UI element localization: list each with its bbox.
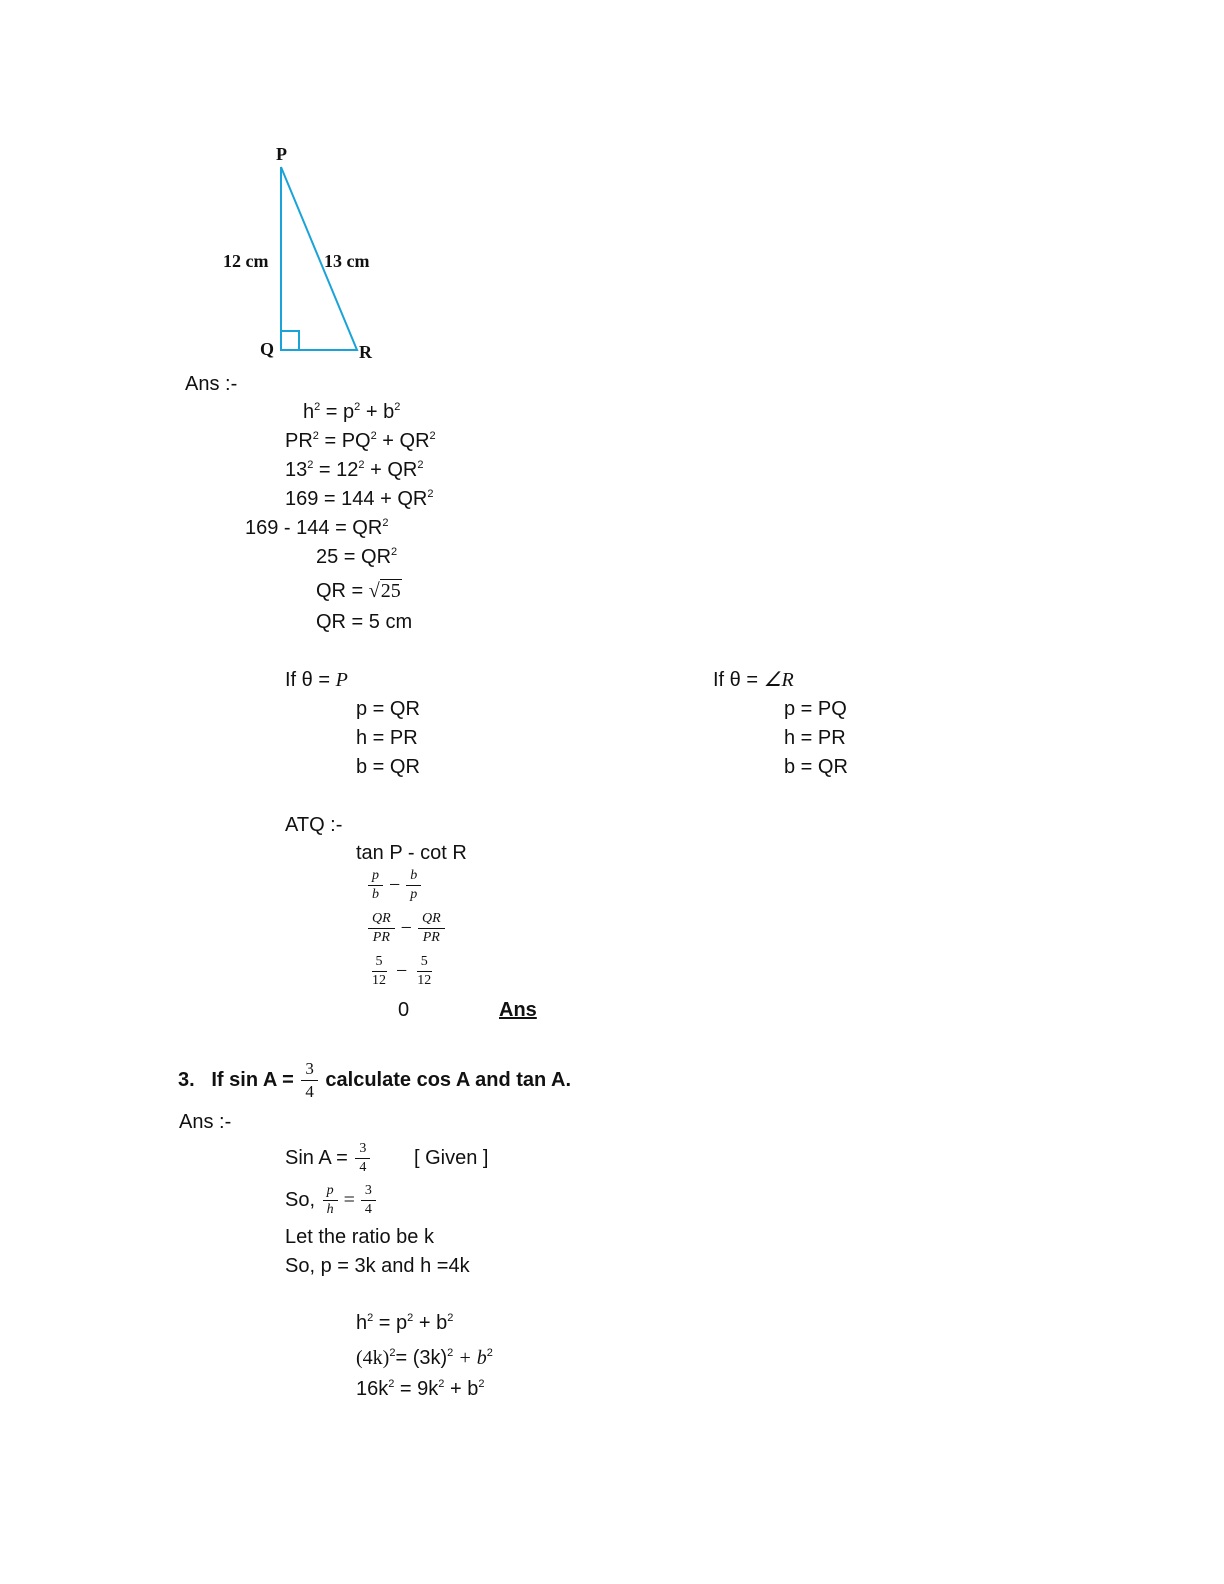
- atq-expression: tan P - cot R: [356, 842, 467, 864]
- vertex-p-label: P: [276, 144, 287, 164]
- sqrt-symbol: √25: [368, 580, 401, 602]
- fraction: $\frac{3}{4}$: [301, 1059, 318, 1102]
- side-pr-label: 13 cm: [324, 251, 370, 271]
- fraction-row-symbols: $\frac{p}{b}$ − $\frac{b}{p}$: [366, 868, 423, 903]
- step-pythagoras: $h^2 = p^2 + b^2$: [303, 401, 401, 423]
- case-r-line-2: h = PR: [784, 727, 846, 749]
- case-r-line-1: p = PQ: [784, 698, 847, 720]
- case-p-line-3: b = QR: [356, 756, 420, 778]
- right-angle-marker: [281, 331, 299, 350]
- step-sqrt: QR = √25: [316, 580, 401, 602]
- step-subtract: $169 - 144 = QR^2$: [245, 517, 389, 539]
- fraction: $\frac{QR}{PR}$: [418, 911, 445, 946]
- so-p-over-h: So, $\frac{p}{h}$ = $\frac{3}{4}$: [285, 1182, 378, 1218]
- vertex-r-label: R: [359, 342, 372, 362]
- fraction: $\frac{3}{4}$: [361, 1183, 376, 1218]
- step-sides: $PR^2 = PQ^2 + QR^2$: [285, 430, 436, 452]
- fraction: $\frac{p}{b}$: [368, 868, 383, 903]
- question-number: 3.: [178, 1069, 195, 1091]
- case-p-line-1: p = QR: [356, 698, 420, 720]
- ratio-line: Let the ratio be k: [285, 1226, 434, 1248]
- step-square-values: $169 = 144 + QR^2$: [285, 488, 434, 510]
- ans-marker: Ans: [499, 999, 537, 1021]
- step-substitute: $13^2 = 12^2 + QR^2$: [285, 459, 424, 481]
- fraction: $\frac{p}{h}$: [323, 1183, 338, 1218]
- q3-step-substitute: $(4k)^2= (3k)^2 + b^2$: [356, 1347, 493, 1369]
- ans-label-3: Ans :-: [179, 1111, 232, 1133]
- atq-result: 0: [398, 999, 410, 1021]
- case-p-line-2: h = PR: [356, 727, 418, 749]
- step-qr-squared: $25 = QR^2$: [316, 546, 398, 568]
- fraction: $\frac{5}{12}$: [372, 954, 386, 988]
- given-note: [ Given ]: [413, 1147, 489, 1169]
- fraction: $\frac{QR}{PR}$: [368, 911, 395, 946]
- q3-step-pythagoras: $h^2 = p^2 + b^2$: [356, 1312, 454, 1334]
- case-theta-p-title: If θ = P: [285, 669, 348, 691]
- sin-a-given: Sin A = $\frac{3}{4}$ [ Given ]: [285, 1141, 489, 1176]
- side-pq-label: 12 cm: [223, 251, 269, 271]
- q3-step-expand: $16k^2 = 9k^2 + b^2$: [356, 1378, 485, 1400]
- fraction: $\frac{3}{4}$: [355, 1141, 370, 1176]
- values-line: So, p = 3k and h =4k: [285, 1255, 470, 1277]
- question-3: [178, 1056, 571, 1104]
- case-theta-r-title: If θ = ∠R: [713, 669, 794, 691]
- atq-label: ATQ :-: [285, 814, 343, 836]
- fraction-row-sides: $\frac{QR}{PR}$ − $\frac{QR}{PR}$: [366, 911, 447, 946]
- fraction-row-values: $\frac{5}{12}$ − $\frac{5}{12}$: [366, 954, 437, 989]
- ans-label-1: Ans :-: [185, 373, 238, 395]
- vertex-q-label: Q: [260, 339, 275, 359]
- fraction: $\frac{5}{12}$: [417, 954, 432, 988]
- fraction: $\frac{b}{p}$: [406, 868, 421, 903]
- question-prefix: If sin A =: [211, 1069, 294, 1091]
- question-suffix: calculate cos A and tan A.: [325, 1069, 572, 1091]
- triangle-figure: [210, 140, 400, 370]
- step-qr-result: QR = 5 cm: [316, 611, 413, 633]
- case-r-line-3: b = QR: [784, 756, 848, 778]
